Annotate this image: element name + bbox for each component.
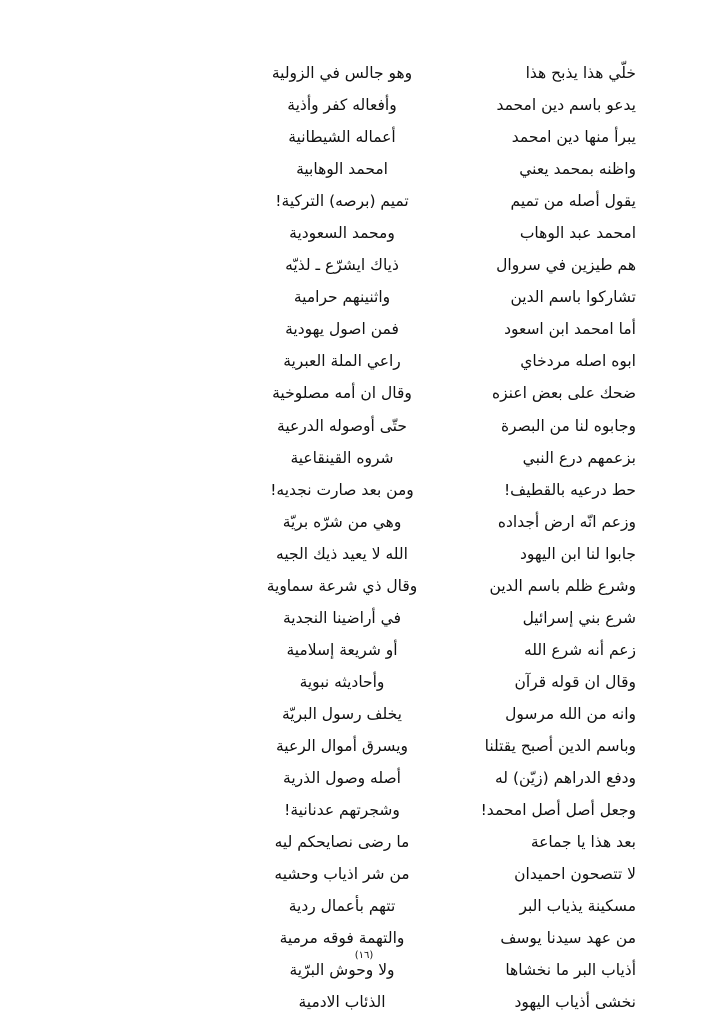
verse-line [0,60,728,92]
verse-second-hemistich: وقال ان أمه مصلوخية [272,384,412,403]
verse-second-hemistich: وقال ذي شرعة سماوية [266,576,418,595]
verse-line [0,252,728,284]
verse-first-hemistich: حط درعيه بالقطيف! [503,480,636,499]
verse-first-hemistich: مسكينة يذياب البر [519,897,636,916]
verse-line [0,797,728,829]
verse-first-hemistich: وشرع ظلم باسم الدين [489,576,636,595]
verse-line [0,573,728,605]
verse-first-hemistich: نخشى أذياب اليهود [514,993,636,1012]
verse-line [0,637,728,669]
verse-second-hemistich: شروه القينقاعية [290,448,394,467]
verse-second-hemistich: وأحاديثه نبوية [299,672,385,691]
verse-first-hemistich: أما امحمد ابن اسعود [504,320,636,339]
verse-line [0,989,728,1021]
verse-first-hemistich: بعد هذا يا جماعة [530,833,636,852]
verse-first-hemistich: وقال ان قوله قرآن [514,672,636,691]
verse-first-hemistich: ودفع الدراهم (زيّن) له [495,769,636,788]
verse-second-hemistich: وأفعاله كفر وأذية [287,96,397,115]
verse-first-hemistich: واظنه بمحمد يعني [519,160,636,179]
verse-line [0,861,728,893]
verse-second-hemistich: والتهمة فوقه مرمية [279,929,405,948]
verse-line [0,445,728,477]
verse-first-hemistich: شرع بني إسرائيل [522,608,636,627]
verse-second-hemistich: واثنينهم حرامية [293,288,391,307]
verse-second-hemistich: وهو جالس في الزولية [271,64,413,82]
verse-second-hemistich: وهي من شرّه بريّة [282,512,402,531]
verse-second-hemistich: تتهم بأعمال ردية [288,897,396,916]
verse-second-hemistich: أصله وصول الذرية [283,769,401,788]
verse-second-hemistich: امحمد الوهابية [296,160,388,179]
verse-second-hemistich: ولا وحوش البرّية [289,961,395,980]
verse-line [0,124,728,156]
verse-second-hemistich: في أراضينا النجدية [283,608,401,627]
verse-line [0,701,728,733]
verse-line [0,829,728,861]
verse-first-hemistich: امحمد عبد الوهاب [519,224,636,243]
verse-second-hemistich: يخلف رسول البريّة [282,704,402,723]
verse-second-hemistich: الله لا يعيد ذيك الجيه [276,544,408,563]
verse-line [0,413,728,445]
verse-line [0,733,728,765]
verse-line [0,669,728,701]
verse-first-hemistich: من عهد سيدنا يوسف [500,929,636,948]
verse-second-hemistich: من شر اذياب وحشيه [274,865,410,884]
verse-first-hemistich: ابوه اصله مردخاي [520,352,636,371]
verse-line [0,348,728,380]
verse-first-hemistich: يدعو باسم دين امحمد [496,96,636,115]
verse-second-hemistich: فمن اصول يهودية [285,320,399,339]
verse-line [0,380,728,412]
verse-first-hemistich: خلّي هذا يذبح هذا [525,64,636,82]
verse-first-hemistich: أذياب البر ما نخشاها [505,961,636,980]
verse-second-hemistich: الذئاب الادمية [298,993,386,1012]
verse-first-hemistich: وانه من الله مرسول [505,704,636,723]
verse-first-hemistich: وزعم انّه ارض أجداده [497,512,636,531]
verse-line [0,765,728,797]
verse-line [0,284,728,316]
verse-first-hemistich: وجعل أصل أصل امحمد! [480,801,636,820]
verse-line [0,316,728,348]
verse-first-hemistich: هم طيزين في سروال [496,256,636,275]
verse-line [0,188,728,220]
verse-second-hemistich: حتّى أوصوله الدرعية [277,416,407,435]
verse-first-hemistich: تشاركوا باسم الدين [510,288,636,307]
verse-second-hemistich: ما رضى نصايحكم ليه [274,833,410,852]
verse-line [0,92,728,124]
verse-line [0,509,728,541]
verse-second-hemistich: أو شريعة إسلامية [286,640,398,659]
verse-line [0,541,728,573]
verse-second-hemistich: ومحمد السعودية [289,224,395,243]
verse-second-hemistich: تميم (برصه) التركية! [275,192,409,211]
verse-second-hemistich: ومن بعد صارت نجديه! [270,480,414,499]
verse-first-hemistich: زعم أنه شرع الله [523,640,636,659]
verse-first-hemistich: يقول أصله من تميم [510,192,636,211]
verse-line [0,220,728,252]
page-number: (١٦) [354,950,374,961]
verse-first-hemistich: لا تتصحون احميدان [514,865,636,884]
verse-second-hemistich: راعي الملة العبرية [283,352,401,371]
verse-second-hemistich: وشجرتهم عدنانية! [284,801,400,820]
verse-line [0,477,728,509]
verse-first-hemistich: وجابوه لنا من البصرة [500,416,636,435]
verse-second-hemistich: أعماله الشيطانية [288,128,396,147]
verse-first-hemistich: بزعمهم درع النبي [522,448,636,467]
verse-second-hemistich: ويسرق أموال الرعية [275,736,409,755]
verse-line [0,156,728,188]
verse-line [0,893,728,925]
verse-line [0,605,728,637]
poem-verses [0,60,728,1021]
verse-first-hemistich: وباسم الدين أصبح يقتلنا [484,736,636,755]
verse-first-hemistich: جابوا لنا ابن اليهود [519,544,636,563]
verse-first-hemistich: يبرأ منها دين امحمد [511,128,636,147]
verse-first-hemistich: ضحك على بعض اعنزه [492,384,636,403]
verse-second-hemistich: ذياك ايشرّع ـ لذيّه [285,256,399,275]
